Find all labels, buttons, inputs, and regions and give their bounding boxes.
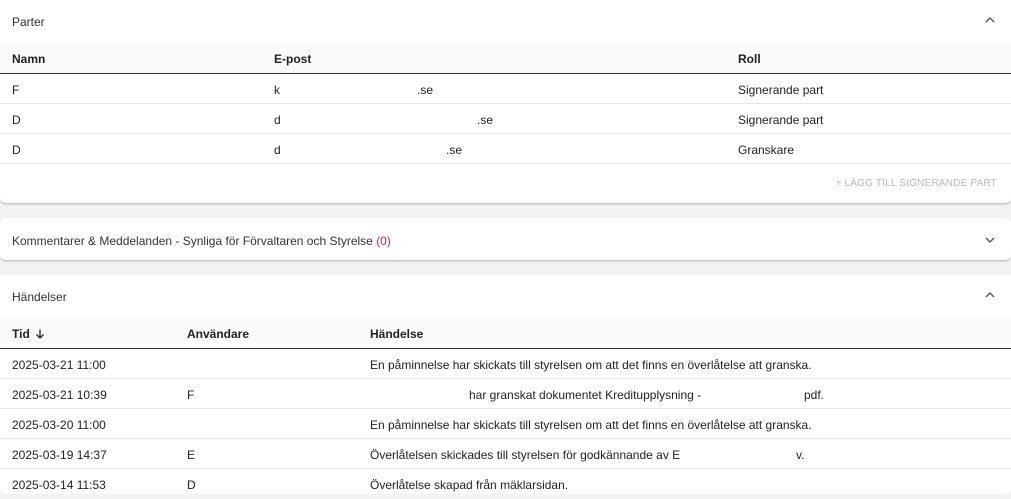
party-role: Signerande part bbox=[738, 113, 824, 127]
event-time: 2025-03-14 11:53 bbox=[12, 478, 106, 492]
party-email: d bbox=[274, 113, 281, 127]
party-email-domain: .se bbox=[477, 113, 494, 127]
table-row[interactable] bbox=[0, 379, 1011, 409]
event-time: 2025-03-20 11:00 bbox=[12, 418, 106, 432]
table-row[interactable] bbox=[0, 74, 1011, 104]
event-user: E bbox=[187, 448, 196, 462]
events-title: Händelser bbox=[12, 290, 67, 304]
event-text-tail: v. bbox=[796, 448, 805, 462]
arrow-down-icon[interactable] bbox=[34, 328, 46, 340]
comments-panel[interactable] bbox=[0, 218, 1011, 261]
party-email-domain: .se bbox=[417, 83, 434, 97]
parter-header[interactable] bbox=[0, 0, 1011, 43]
table-row[interactable] bbox=[0, 409, 1011, 439]
event-text: En påminnelse har skickats till styrelsen om att det finns en överlåtelse att granska. bbox=[370, 358, 812, 372]
event-user: F bbox=[187, 388, 195, 402]
comments-header[interactable] bbox=[0, 218, 1011, 261]
event-text-tail: pdf. bbox=[804, 388, 825, 402]
table-row[interactable] bbox=[0, 469, 1011, 499]
chevron-down-icon[interactable] bbox=[983, 233, 997, 247]
table-row[interactable] bbox=[0, 134, 1011, 164]
event-text: har granskat dokumentet Kreditupplysning - bbox=[469, 388, 702, 402]
chevron-up-icon[interactable] bbox=[983, 288, 997, 302]
event-text: En påminnelse har skickats till styrelsen om att det finns en överlåtelse att granska. bbox=[370, 418, 812, 432]
party-name: F bbox=[12, 83, 20, 97]
column-header-user: Användare bbox=[187, 327, 250, 341]
table-row[interactable] bbox=[0, 104, 1011, 134]
table-row[interactable] bbox=[0, 439, 1011, 469]
comments-title bbox=[12, 234, 391, 248]
parter-table-header bbox=[0, 43, 1011, 73]
column-header-name: Namn bbox=[12, 52, 46, 66]
events-table-header bbox=[0, 318, 1011, 348]
event-time: 2025-03-19 14:37 bbox=[12, 448, 107, 462]
events-header[interactable] bbox=[0, 275, 1011, 318]
party-email: k bbox=[274, 83, 280, 97]
event-text: Överlåtelsen skickades till styrelsen för godkännande av E bbox=[370, 448, 681, 462]
chevron-up-icon[interactable] bbox=[983, 13, 997, 27]
add-signing-party-button[interactable]: + LÄGG TILL SIGNERANDE PART bbox=[835, 178, 997, 189]
party-email: d bbox=[274, 143, 281, 157]
party-email-domain: .se bbox=[446, 143, 463, 157]
party-role: Granskare bbox=[738, 143, 795, 157]
column-header-role: Roll bbox=[738, 52, 761, 66]
event-text: Överlåtelse skapad från mäklarsidan. bbox=[370, 478, 569, 492]
party-role: Signerande part bbox=[738, 83, 824, 97]
table-row[interactable] bbox=[0, 349, 1011, 379]
parter-title: Parter bbox=[12, 15, 45, 29]
events-panel bbox=[0, 275, 1011, 494]
party-name: D bbox=[12, 143, 21, 157]
column-header-event: Händelse bbox=[370, 327, 424, 341]
parter-panel bbox=[0, 0, 1011, 204]
column-header-time-label: Tid bbox=[12, 327, 30, 341]
column-header-email: E-post bbox=[274, 52, 312, 66]
event-time: 2025-03-21 10:39 bbox=[12, 388, 107, 402]
event-time: 2025-03-21 11:00 bbox=[12, 358, 106, 372]
column-header-time[interactable] bbox=[12, 327, 46, 341]
comments-count-badge: (0) bbox=[376, 234, 391, 248]
comments-title-text: Kommentarer & Meddelanden - Synliga för Förvaltaren och Styrelse bbox=[12, 234, 373, 248]
event-user: D bbox=[187, 478, 196, 492]
party-name: D bbox=[12, 113, 21, 127]
